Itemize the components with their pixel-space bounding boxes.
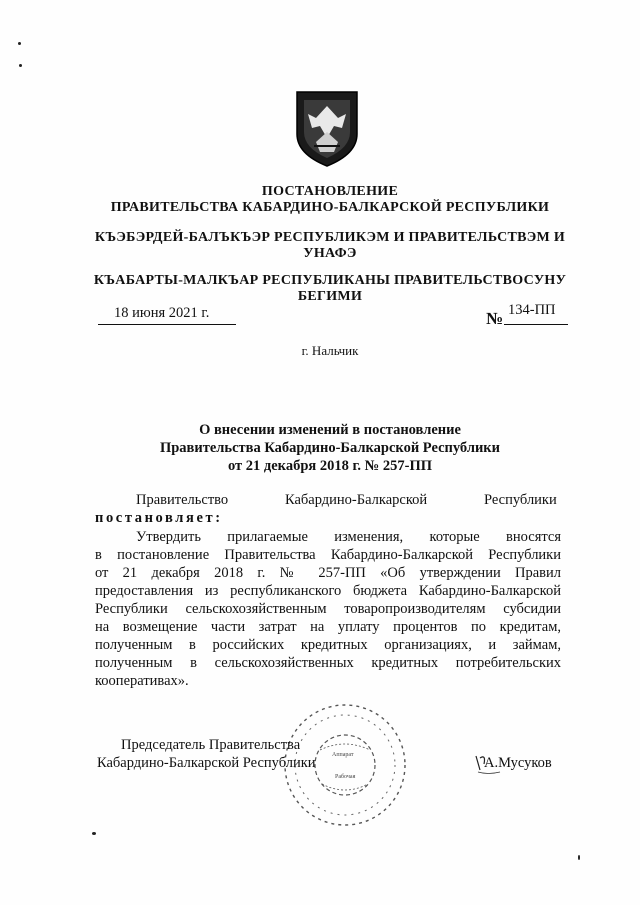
date-underline xyxy=(98,324,236,325)
doc-type-title: ПОСТАНОВЛЕНИЕ xyxy=(261,184,399,199)
seal-text-top: Аппарат xyxy=(332,752,354,758)
document-number: 134-ПП xyxy=(508,302,556,318)
seal-text-bottom: Рабочая xyxy=(335,774,356,780)
scan-speck xyxy=(92,832,96,835)
signer-title-line2: Кабардино-Балкарской Республики xyxy=(97,755,316,771)
number-sign: № xyxy=(486,309,504,328)
balkar-title-line1: КЪАБАРТЫ-МАЛКЪАР РЕСПУБЛИКАНЫ ПРАВИТЕЛЬСТВОСУНУ xyxy=(93,273,567,288)
body-line: предоставления из республиканского бюджета Кабардино-Балкарской xyxy=(95,583,561,599)
intro-word-kbr: Кабардино-Балкарской xyxy=(285,492,428,508)
subject-line3: от 21 декабря 2018 г. № 257-ПП xyxy=(227,458,433,474)
intro-word-government: Правительство xyxy=(136,492,229,508)
coat-of-arms-emblem xyxy=(294,88,360,168)
body-line: полученным в российских кредитных организациях, и займам, xyxy=(95,637,561,653)
body-line: Республики сельскохозяйственным товаропроизводителям субсидии xyxy=(95,601,561,617)
issue-city: г. Нальчик xyxy=(301,343,359,358)
decides-word: постановляет: xyxy=(95,510,223,526)
body-line: полученным в сельскохозяйственных кредитных потребительских xyxy=(95,655,561,671)
signer-name: А.Мусуков xyxy=(484,755,552,771)
body-line-last: кооперативах». xyxy=(95,673,189,689)
body-line: Утвердить прилагаемые изменения, которые вносятся xyxy=(136,529,561,545)
intro-word-republic: Республики xyxy=(484,492,557,508)
scan-speck xyxy=(19,64,22,67)
body-line: от 21 декабря 2018 г. № 257-ПП «Об утверждении Правил xyxy=(95,565,561,581)
document-date: 18 июня 2021 г. xyxy=(114,305,210,321)
subject-line1: О внесении изменений в постановление xyxy=(199,422,461,438)
kabardian-title-line1: КЪЭБЭРДЕЙ-БАЛЪКЪЭР РЕСПУБЛИКЭМ И ПРАВИТЕЛЬСТВЭМ И xyxy=(94,230,566,245)
number-underline xyxy=(504,324,568,325)
subject-line2: Правительства Кабардино-Балкарской Республики xyxy=(159,440,501,456)
scan-speck xyxy=(578,855,580,860)
body-line: в постановление Правительства Кабардино-Балкарской Республики xyxy=(95,547,561,563)
balkar-title-line2: БЕГИМИ xyxy=(297,289,363,304)
scan-speck xyxy=(18,42,21,45)
kabardian-title-line2: УНАФЭ xyxy=(303,246,357,261)
issuer-title: ПРАВИТЕЛЬСТВА КАБАРДИНО-БАЛКАРСКОЙ РЕСПУБЛИКИ xyxy=(110,200,550,215)
body-line: на возмещение части затрат на уплату процентов по кредитам, xyxy=(95,619,561,635)
signer-title-line1: Председатель Правительства xyxy=(121,737,301,753)
